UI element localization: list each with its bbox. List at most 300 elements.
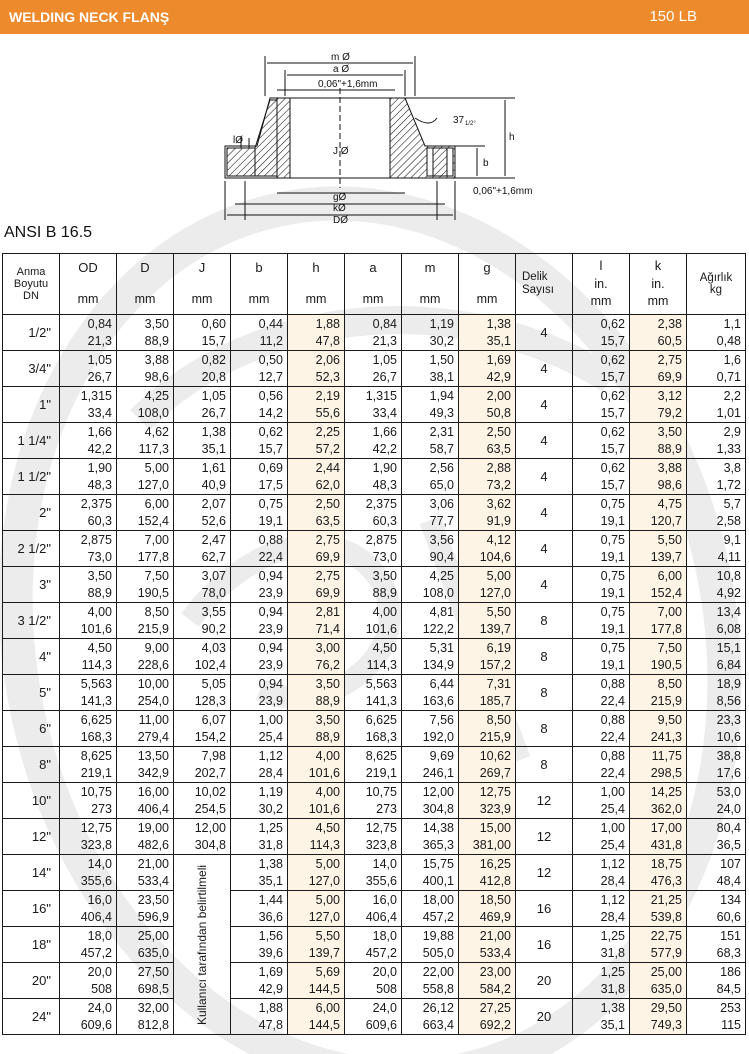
value-mm: 692,2 — [479, 1018, 511, 1032]
cell-m — [402, 819, 459, 855]
value-mm: 102,4 — [194, 658, 226, 672]
cell-g — [459, 567, 516, 603]
cell-b — [231, 423, 288, 459]
cell-a — [345, 459, 402, 495]
cell-m — [402, 963, 459, 999]
value-mm: 12,7 — [258, 370, 283, 384]
cell-size: 1/2" — [3, 315, 60, 351]
value-inch: 0,75 — [600, 533, 625, 547]
cell-k — [630, 711, 687, 747]
value-mm: 596,9 — [137, 910, 169, 924]
value-inch: 0,75 — [258, 497, 283, 511]
header-od: OD mm — [60, 254, 117, 315]
label-b: b — [483, 158, 489, 169]
value-inch: 3,50 — [144, 317, 169, 331]
value-mm: 28,4 — [600, 910, 625, 924]
value-mm: 71,4 — [315, 622, 340, 636]
value-inch: 4,00 — [87, 605, 112, 619]
table-row — [3, 495, 746, 531]
value-mm: 35,1 — [600, 1018, 625, 1032]
value-mm: 98,6 — [657, 478, 682, 492]
value-inch: 3,12 — [657, 389, 682, 403]
value-inch: 4,25 — [144, 389, 169, 403]
value-inch: 1,12 — [600, 857, 625, 871]
cell-od — [60, 567, 117, 603]
value-inch: 7,00 — [657, 605, 682, 619]
value-mm: 219,1 — [365, 766, 397, 780]
value-mm: 47,8 — [315, 334, 340, 348]
value-inch: 2,56 — [429, 461, 454, 475]
header-holes: Delik Sayısı — [516, 254, 573, 315]
value-mm: 134,9 — [422, 658, 454, 672]
value-mm: 39,6 — [258, 946, 283, 960]
value-inch: 11,00 — [138, 713, 169, 727]
value-inch: 4,50 — [315, 821, 340, 835]
value-mm: 1,33 — [716, 442, 741, 456]
value-mm: 115 — [721, 1018, 741, 1032]
value-mm: 117,3 — [138, 442, 169, 456]
value-inch: 15,1 — [716, 641, 741, 655]
value-inch: 53,0 — [716, 785, 741, 799]
value-inch: 1,315 — [80, 389, 112, 403]
value-inch: 1,50 — [429, 353, 454, 367]
cell-d — [117, 567, 174, 603]
cell-j — [174, 567, 231, 603]
cell-holes: 4 — [516, 423, 573, 459]
cell-l — [573, 639, 630, 675]
cell-a — [345, 819, 402, 855]
value-mm: 68,3 — [716, 946, 741, 960]
cell-b — [231, 891, 288, 927]
value-mm: 52,3 — [315, 370, 340, 384]
cell-holes: 4 — [516, 315, 573, 351]
cell-a — [345, 531, 402, 567]
cell-k — [630, 315, 687, 351]
value-mm: 273 — [376, 802, 397, 816]
value-inch: 18,0 — [87, 929, 112, 943]
value-inch: 1,12 — [258, 749, 283, 763]
cell-a — [345, 639, 402, 675]
cell-od — [60, 711, 117, 747]
value-inch: 7,50 — [144, 569, 169, 583]
cell-m — [402, 495, 459, 531]
cell-d — [117, 423, 174, 459]
value-mm: 323,9 — [479, 802, 511, 816]
cell-k — [630, 675, 687, 711]
value-inch: 16,00 — [137, 785, 169, 799]
value-inch: 22,00 — [422, 965, 454, 979]
value-inch: 0,88 — [600, 749, 625, 763]
value-inch: 5,00 — [315, 893, 340, 907]
cell-holes: 12 — [516, 855, 573, 891]
value-mm: 1,01 — [716, 406, 741, 420]
value-inch: 0,75 — [600, 569, 625, 583]
value-mm: 22,4 — [258, 550, 283, 564]
value-inch: 2,2 — [723, 389, 741, 403]
value-inch: 1,19 — [258, 785, 283, 799]
value-mm: 241,3 — [650, 730, 682, 744]
cell-od — [60, 315, 117, 351]
cell-l — [573, 531, 630, 567]
value-inch: 3,50 — [315, 677, 340, 691]
cell-size: 5" — [3, 675, 60, 711]
value-inch: 18,00 — [422, 893, 454, 907]
cell-l — [573, 351, 630, 387]
value-inch: 12,75 — [365, 821, 397, 835]
cell-size: 18" — [3, 927, 60, 963]
cell-j — [174, 531, 231, 567]
value-mm: 122,2 — [422, 622, 454, 636]
cell-k — [630, 783, 687, 819]
value-inch: 0,62 — [600, 389, 625, 403]
value-inch: 6,00 — [657, 569, 682, 583]
cell-w — [687, 387, 746, 423]
value-mm: 42,9 — [258, 982, 283, 996]
value-mm: 15,7 — [600, 442, 625, 456]
value-mm: 469,9 — [479, 910, 511, 924]
cell-k — [630, 819, 687, 855]
value-inch: 7,00 — [144, 533, 169, 547]
value-mm: 48,3 — [87, 478, 112, 492]
value-mm: 128,3 — [194, 694, 226, 708]
cell-holes: 8 — [516, 675, 573, 711]
value-mm: 0,71 — [716, 370, 741, 384]
value-inch: 10,02 — [194, 785, 226, 799]
cell-l — [573, 855, 630, 891]
value-mm: 77,7 — [429, 514, 454, 528]
label-k: kØ — [333, 203, 346, 214]
value-mm: 69,9 — [315, 586, 340, 600]
value-mm: 298,5 — [650, 766, 682, 780]
cell-h — [288, 639, 345, 675]
cell-m — [402, 783, 459, 819]
value-inch: 19,00 — [137, 821, 169, 835]
value-inch: 0,94 — [258, 641, 283, 655]
cell-m — [402, 855, 459, 891]
cell-od — [60, 891, 117, 927]
value-mm: 88,9 — [87, 586, 112, 600]
table-row — [3, 819, 746, 855]
value-inch: 2,25 — [315, 425, 340, 439]
value-mm: 25,4 — [600, 802, 625, 816]
value-inch: 3,62 — [486, 497, 511, 511]
cell-w — [687, 567, 746, 603]
cell-k — [630, 567, 687, 603]
value-inch: 3,00 — [315, 641, 340, 655]
cell-size: 10" — [3, 783, 60, 819]
value-mm: 812,8 — [137, 1018, 169, 1032]
value-mm: 69,9 — [315, 550, 340, 564]
value-mm: 254,5 — [194, 802, 226, 816]
cell-j — [174, 747, 231, 783]
cell-h — [288, 567, 345, 603]
value-mm: 101,6 — [365, 622, 397, 636]
table-row — [3, 351, 746, 387]
value-inch: 186 — [720, 965, 741, 979]
value-mm: 22,4 — [600, 694, 625, 708]
value-inch: 7,56 — [429, 713, 454, 727]
label-j: J Ø — [333, 146, 349, 157]
table-row — [3, 927, 746, 963]
value-mm: 144,5 — [308, 982, 340, 996]
value-mm: 635,0 — [137, 946, 169, 960]
value-inch: 1,25 — [600, 965, 625, 979]
table-row — [3, 783, 746, 819]
cell-size: 8" — [3, 747, 60, 783]
value-mm: 14,2 — [258, 406, 283, 420]
cell-h — [288, 603, 345, 639]
value-inch: 5,50 — [657, 533, 682, 547]
value-inch: 0,75 — [600, 497, 625, 511]
standard-label: ANSI B 16.5 — [4, 224, 93, 241]
value-inch: 9,00 — [144, 641, 169, 655]
cell-b — [231, 999, 288, 1035]
cell-h — [288, 675, 345, 711]
cell-a — [345, 963, 402, 999]
value-mm: 577,9 — [650, 946, 682, 960]
cell-d — [117, 963, 174, 999]
value-mm: 15,7 — [600, 406, 625, 420]
value-inch: 3,50 — [315, 713, 340, 727]
value-mm: 154,2 — [194, 730, 226, 744]
cell-m — [402, 999, 459, 1035]
cell-b — [231, 315, 288, 351]
cell-b — [231, 963, 288, 999]
value-inch: 12,00 — [194, 821, 226, 835]
value-inch: 25,00 — [650, 965, 682, 979]
value-inch: 7,31 — [486, 677, 511, 691]
value-inch: 4,62 — [144, 425, 169, 439]
header-l: l in. mm — [573, 254, 630, 315]
value-mm: 15,7 — [600, 370, 625, 384]
value-inch: 12,75 — [80, 821, 112, 835]
value-inch: 0,62 — [258, 425, 283, 439]
cell-size: 2 1/2" — [3, 531, 60, 567]
value-inch: 20,0 — [87, 965, 112, 979]
cell-d — [117, 927, 174, 963]
value-mm: 101,6 — [80, 622, 112, 636]
value-inch: 0,88 — [600, 677, 625, 691]
cell-od — [60, 459, 117, 495]
value-mm: 35,1 — [201, 442, 226, 456]
cell-holes: 8 — [516, 639, 573, 675]
cell-od — [60, 783, 117, 819]
cell-b — [231, 675, 288, 711]
cell-h — [288, 711, 345, 747]
value-inch: 0,50 — [258, 353, 283, 367]
value-mm: 26,7 — [372, 370, 397, 384]
cell-holes: 8 — [516, 603, 573, 639]
value-mm: 114,3 — [81, 658, 112, 672]
value-mm: 168,3 — [365, 730, 397, 744]
cell-b — [231, 351, 288, 387]
value-mm: 49,3 — [429, 406, 454, 420]
table-row — [3, 963, 746, 999]
cell-k — [630, 999, 687, 1035]
value-inch: 12,00 — [422, 785, 454, 799]
header-j: J mm — [174, 254, 231, 315]
value-inch: 0,94 — [258, 569, 283, 583]
cell-k — [630, 603, 687, 639]
value-inch: 21,00 — [479, 929, 511, 943]
cell-w — [687, 711, 746, 747]
value-inch: 14,0 — [87, 857, 112, 871]
value-inch: 0,84 — [87, 317, 112, 331]
value-mm: 114,3 — [366, 658, 397, 672]
cell-k — [630, 459, 687, 495]
value-mm: 381,00 — [472, 838, 511, 852]
cell-m — [402, 891, 459, 927]
cell-holes: 4 — [516, 531, 573, 567]
value-inch: 4,00 — [372, 605, 397, 619]
value-mm: 4,92 — [716, 586, 741, 600]
value-inch: 1,61 — [201, 461, 226, 475]
value-inch: 1,00 — [600, 821, 625, 835]
value-mm: 23,9 — [258, 694, 283, 708]
header-k: k in. mm — [630, 254, 687, 315]
cell-size: 6" — [3, 711, 60, 747]
cell-l — [573, 675, 630, 711]
cell-size: 16" — [3, 891, 60, 927]
value-inch: 13,4 — [716, 605, 741, 619]
value-mm: 42,2 — [372, 442, 397, 456]
value-mm: 400,1 — [422, 874, 454, 888]
value-inch: 1,90 — [87, 461, 112, 475]
cell-j — [174, 315, 231, 351]
cell-l — [573, 603, 630, 639]
cell-k — [630, 495, 687, 531]
cell-g — [459, 387, 516, 423]
value-mm: 406,4 — [365, 910, 397, 924]
value-mm: 508 — [376, 982, 397, 996]
value-inch: 3,8 — [723, 461, 741, 475]
value-mm: 35,1 — [258, 874, 283, 888]
value-inch: 16,0 — [87, 893, 112, 907]
cell-w — [687, 423, 746, 459]
cell-d — [117, 747, 174, 783]
cell-g — [459, 963, 516, 999]
value-mm: 141,3 — [80, 694, 112, 708]
value-inch: 1,6 — [723, 353, 741, 367]
value-mm: 20,8 — [201, 370, 226, 384]
cell-a — [345, 315, 402, 351]
value-mm: 19,1 — [600, 658, 625, 672]
value-mm: 185,7 — [479, 694, 511, 708]
cell-l — [573, 963, 630, 999]
value-inch: 4,00 — [315, 785, 340, 799]
cell-holes: 16 — [516, 927, 573, 963]
value-mm: 38,1 — [429, 370, 454, 384]
cell-j — [174, 603, 231, 639]
value-mm: 431,8 — [650, 838, 682, 852]
dimension-table — [2, 253, 746, 1035]
value-inch: 8,50 — [144, 605, 169, 619]
value-mm: 698,5 — [137, 982, 169, 996]
value-mm: 79,2 — [657, 406, 682, 420]
value-mm: 202,7 — [194, 766, 226, 780]
table-row — [3, 747, 746, 783]
cell-j — [174, 423, 231, 459]
cell-k — [630, 891, 687, 927]
value-mm: 55,6 — [315, 406, 340, 420]
cell-l — [573, 999, 630, 1035]
value-mm: 152,4 — [137, 514, 169, 528]
value-mm: 15,7 — [201, 334, 226, 348]
value-inch: 1,05 — [201, 389, 226, 403]
value-inch: 27,50 — [137, 965, 169, 979]
value-inch: 1,88 — [315, 317, 340, 331]
cell-holes: 12 — [516, 783, 573, 819]
cell-holes: 4 — [516, 351, 573, 387]
cell-k — [630, 963, 687, 999]
cell-h — [288, 423, 345, 459]
cell-g — [459, 603, 516, 639]
value-inch: 23,50 — [137, 893, 169, 907]
value-mm: 457,2 — [80, 946, 112, 960]
header-bar — [0, 0, 749, 34]
value-inch: 14,25 — [650, 785, 682, 799]
value-mm: 406,4 — [137, 802, 169, 816]
cell-h — [288, 891, 345, 927]
value-inch: 0,94 — [258, 677, 283, 691]
value-mm: 62,0 — [315, 478, 340, 492]
cell-size: 24" — [3, 999, 60, 1035]
value-mm: 21,3 — [372, 334, 397, 348]
cell-od — [60, 495, 117, 531]
value-mm: 219,1 — [80, 766, 112, 780]
value-inch: 8,50 — [657, 677, 682, 691]
value-mm: 104,6 — [479, 550, 511, 564]
value-mm: 11,2 — [259, 334, 283, 348]
value-inch: 21,00 — [137, 857, 169, 871]
value-inch: 24,0 — [87, 1001, 112, 1015]
cell-b — [231, 783, 288, 819]
value-inch: 0,62 — [600, 425, 625, 439]
value-mm: 4,11 — [717, 550, 741, 564]
cell-holes: 20 — [516, 963, 573, 999]
cell-j — [174, 675, 231, 711]
value-inch: 8,625 — [80, 749, 112, 763]
table-row — [3, 315, 746, 351]
label-d: DØ — [333, 215, 348, 226]
value-mm: 15,7 — [258, 442, 283, 456]
value-inch: 9,50 — [657, 713, 682, 727]
header-weight: Ağırlık kg — [687, 254, 746, 315]
value-mm: 141,3 — [365, 694, 397, 708]
value-mm: 88,9 — [315, 730, 340, 744]
value-inch: 5,50 — [486, 605, 511, 619]
cell-k — [630, 639, 687, 675]
value-inch: 17,00 — [650, 821, 682, 835]
value-mm: 36,5 — [716, 838, 741, 852]
value-mm: 355,6 — [80, 874, 112, 888]
value-mm: 90,2 — [201, 622, 226, 636]
value-mm: 31,8 — [600, 982, 625, 996]
value-inch: 1,44 — [258, 893, 283, 907]
value-inch: 2,47 — [201, 533, 226, 547]
cell-b — [231, 747, 288, 783]
value-mm: 88,9 — [657, 442, 682, 456]
cell-k — [630, 747, 687, 783]
value-inch: 3,50 — [372, 569, 397, 583]
cell-b — [231, 711, 288, 747]
value-mm: 19,1 — [258, 514, 283, 528]
cell-j — [174, 495, 231, 531]
cell-m — [402, 423, 459, 459]
cell-holes: 16 — [516, 891, 573, 927]
cell-d — [117, 891, 174, 927]
cell-od — [60, 855, 117, 891]
